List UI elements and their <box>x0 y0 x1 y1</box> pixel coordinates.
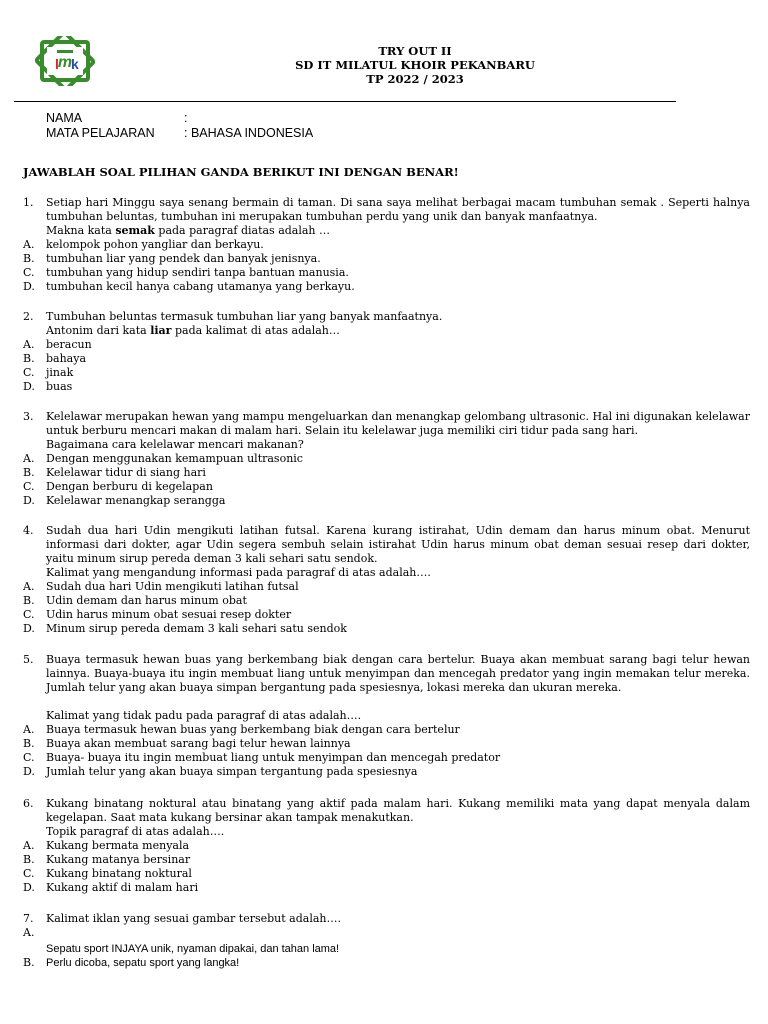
option-d: D. buas <box>23 380 73 393</box>
option-b: B. Kukang matanya bersinar <box>23 853 191 866</box>
question-6 <box>23 797 750 895</box>
option-a-text: Sepatu sport INJAYA unik, nyaman dipakai, dan tahan lama! <box>46 943 340 955</box>
question-ask: Kalimat yang tidak padu pada paragraf di atas adalah…. <box>46 709 362 722</box>
question-stem: Kalimat iklan yang sesuai gambar tersebut adalah…. <box>46 912 341 925</box>
option-b: B. Perlu dicoba, sepatu sport yang langka! <box>23 956 240 969</box>
option-d: D. Jumlah telur yang akan buaya simpan tergantung pada spesiesnya <box>23 765 418 778</box>
option-a: A. Kukang bermata menyala <box>23 839 190 852</box>
question-stem: Setiap hari Minggu saya senang bermain di taman. Di sana saya melihat berbagai macam tumbuhan semak . Seperti halnya tumbuhan beluntas, tumbuhan ini merupakan tumbuhan perdu yang unik dan banyak manfaatnya. <box>46 196 750 223</box>
question-ask: Bagaimana cara kelelawar mencari makanan? <box>46 438 304 451</box>
option-c: C. jinak <box>23 366 74 379</box>
option-c: C. Buaya- buaya itu ingin membuat liang untuk menyimpan dan mencegah predator <box>23 751 501 764</box>
option-a: A. Sudah dua hari Udin mengikuti latihan futsal <box>23 580 299 593</box>
question-4 <box>23 524 750 636</box>
option-a: A. kelompok pohon yangliar dan berkayu. <box>23 238 264 251</box>
option-c: C. tumbuhan yang hidup sendiri tanpa bantuan manusia. <box>23 266 349 279</box>
question-3 <box>23 410 750 508</box>
question-stem: Sudah dua hari Udin mengikuti latihan futsal. Karena kurang istirahat, Udin demam dan harus minum obat. Menurut informasi dari dokter, agar Udin segera sembuh selain istirahat Udin harus minum obat deman sesuai resep dari dokter, yaitu minum sirup pereda deman 3 kali sehari satu sendok. <box>46 524 750 565</box>
subject-value: : BAHASA INDONESIA <box>184 126 314 140</box>
option-a: A. Dengan menggunakan kemampuan ultrasonic <box>23 452 303 465</box>
question-number: 5. <box>23 653 34 666</box>
question-ask: Makna kata semak pada paragraf diatas adalah … <box>46 224 331 237</box>
question-number: 1. <box>23 196 34 209</box>
instruction: JAWABLAH SOAL PILIHAN GANDA BERIKUT INI DENGAN BENAR! <box>23 165 459 179</box>
option-b: B. Buaya akan membuat sarang bagi telur hewan lainnya <box>23 737 351 750</box>
question-stem: Buaya termasuk hewan buas yang berkembang biak dengan cara bertelur. Buaya akan membuat sarang bagi telur hewan lainnya. Buaya-buaya itu ingin membuat liang untuk menyimpan dan mencegah predator yang ingin memakan telur mereka. Jumlah telur yang akan buaya simpan bergantung pada spesiesnya, lokasi mereka dan ukuran mereka. <box>46 653 750 694</box>
school-year: TP 2022 / 2023 <box>366 72 464 86</box>
school-name: SD IT MILATUL KHOIR PEKANBARU <box>295 58 535 72</box>
question-number: 2. <box>23 310 34 323</box>
question-number: 4. <box>23 524 34 537</box>
school-logo <box>30 36 100 86</box>
question-ask: Antonim dari kata liar pada kalimat di atas adalah… <box>46 324 340 337</box>
question-number: 6. <box>23 797 34 810</box>
document-header <box>250 44 580 86</box>
exam-title: TRY OUT II <box>378 44 452 58</box>
name-field: : <box>184 111 188 125</box>
question-number: 7. <box>23 912 34 925</box>
question-stem: Tumbuhan beluntas termasuk tumbuhan liar yang banyak manfaatnya. <box>46 310 443 323</box>
option-b: B. Udin demam dan harus minum obat <box>23 594 247 607</box>
option-a: A. <box>23 926 35 939</box>
header-divider <box>14 101 676 102</box>
question-1 <box>23 196 750 294</box>
option-c: C. Kukang binatang noktural <box>23 867 192 880</box>
question-5 <box>23 653 750 779</box>
option-d: D. tumbuhan kecil hanya cabang utamanya yang berkayu. <box>23 280 355 293</box>
question-7 <box>23 912 750 970</box>
question-2 <box>23 310 750 394</box>
option-d: D. Kelelawar menangkap serangga <box>23 494 226 507</box>
svg-text:k: k <box>71 56 79 72</box>
name-label: NAMA <box>46 111 83 125</box>
subject-label: MATA PELAJARAN <box>46 126 155 140</box>
option-d: D. Kukang aktif di malam hari <box>23 881 199 894</box>
option-b: B. tumbuhan liar yang pendek dan banyak jenisnya. <box>23 252 321 265</box>
svg-text:m: m <box>57 54 73 71</box>
student-info <box>46 111 313 141</box>
option-c: C. Dengan berburu di kegelapan <box>23 480 213 493</box>
option-b: B. Kelelawar tidur di siang hari <box>23 466 206 479</box>
option-a: A. beracun <box>23 338 92 351</box>
question-stem: Kukang binatang noktural atau binatang yang aktif pada malam hari. Kukang memiliki mata yang dapat menyala dalam kegelapan. Saat mata kukang bersinar akan tampak menakutkan. <box>46 797 750 824</box>
option-d: D. Minum sirup pereda demam 3 kali sehari satu sendok <box>23 622 347 635</box>
option-a: A. Buaya termasuk hewan buas yang berkembang biak dengan cara bertelur <box>23 723 460 736</box>
question-number: 3. <box>23 410 34 423</box>
question-ask: Kalimat yang mengandung informasi pada paragraf di atas adalah…. <box>46 566 431 579</box>
option-b: B. bahaya <box>23 352 87 365</box>
svg-text:l: l <box>55 56 59 72</box>
option-c: C. Udin harus minum obat sesuai resep dokter <box>23 608 292 621</box>
question-stem: Kelelawar merupakan hewan yang mampu mengeluarkan dan menangkap gelombang ultrasonic. Hal ini digunakan kelelawar untuk berburu mencari makan di malam hari. Selain itu kelelawar juga memiliki ciri tidur pada sang hari. <box>46 410 750 437</box>
question-ask: Topik paragraf di atas adalah…. <box>46 825 225 838</box>
